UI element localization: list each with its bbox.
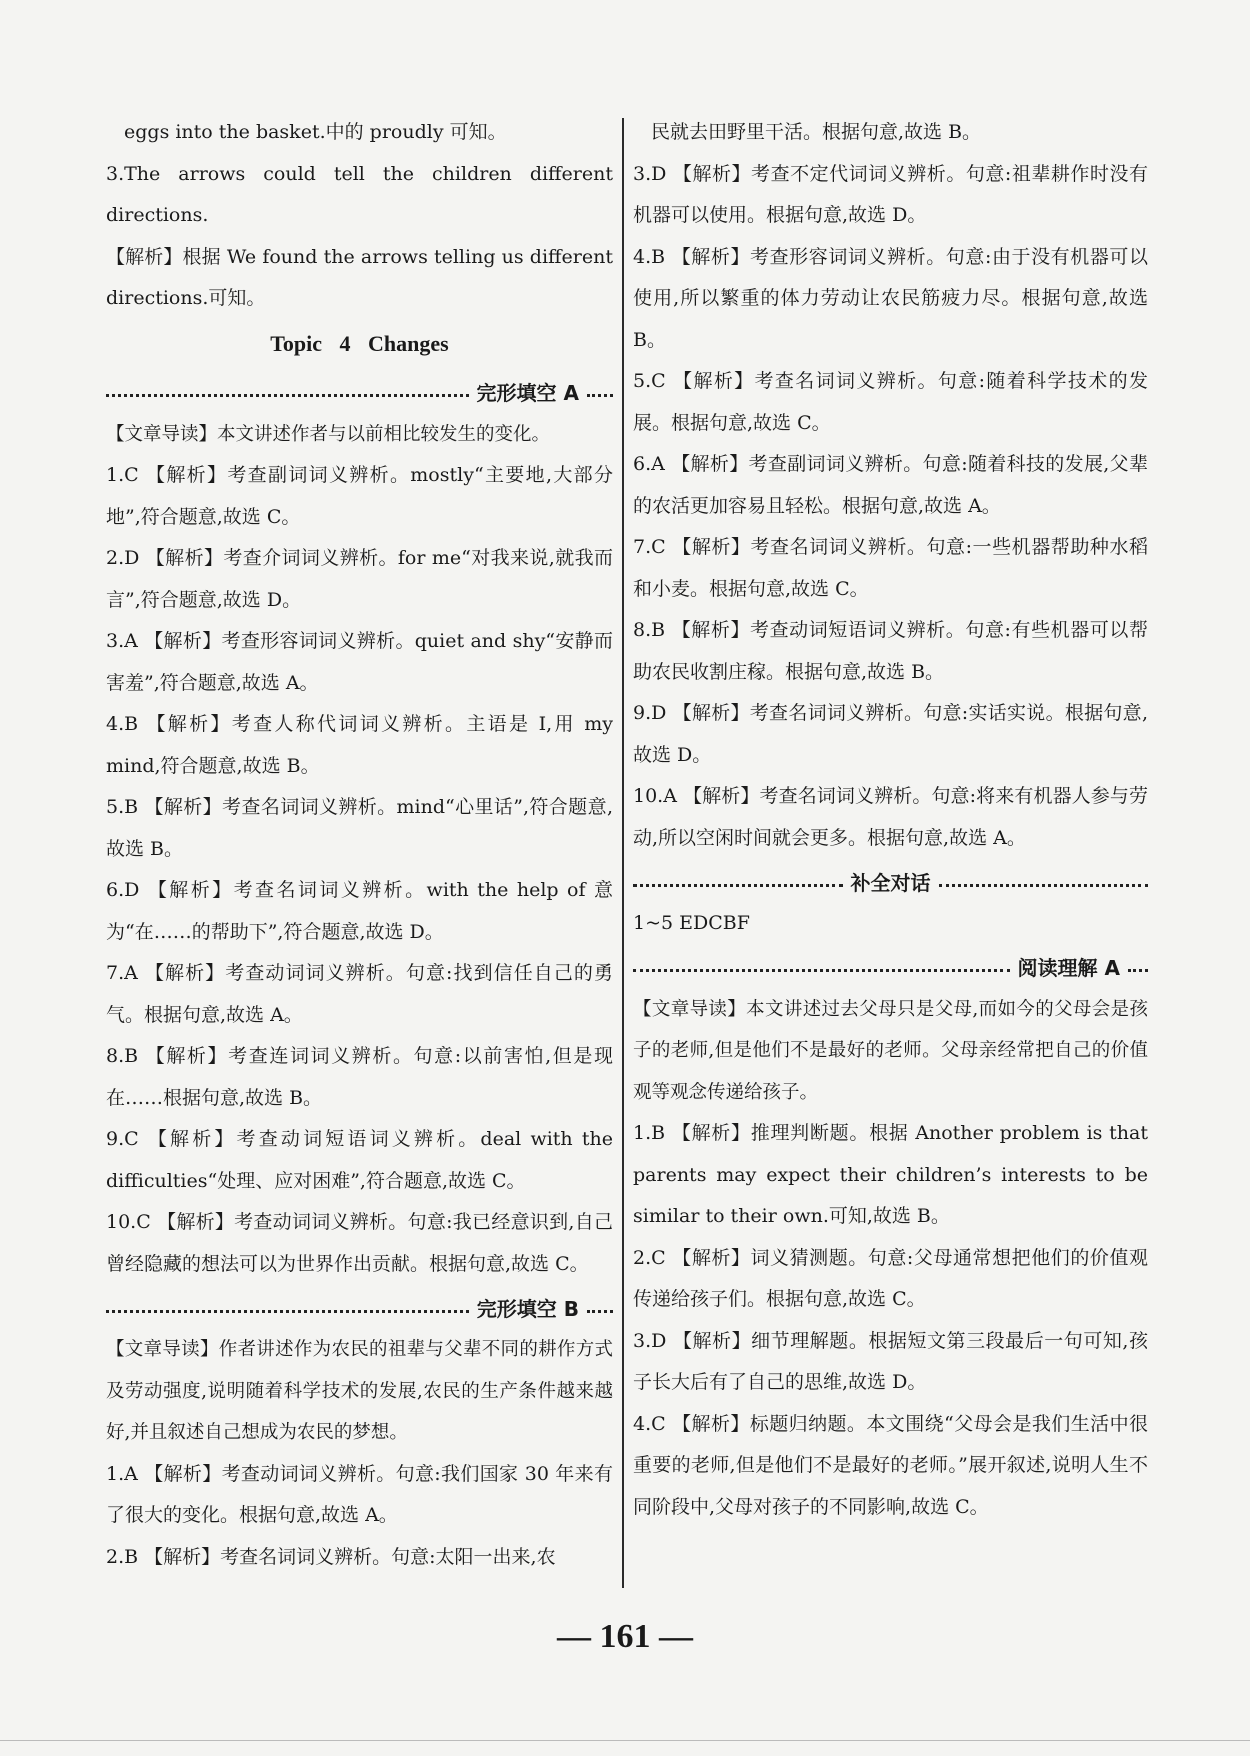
answer-text: eggs into the basket.中的 proudly 可知。 (124, 121, 507, 143)
section-header-cloze-a (106, 370, 613, 414)
answer-item: 4.B 【解析】考查形容词词义辨析。句意:由于没有机器可以使用,所以繁重的体力劳动让农民筋疲力尽。根据句意,故选 B。 (633, 245, 1148, 351)
dotted-rule (939, 884, 1149, 887)
dotted-rule (106, 394, 469, 397)
answer-item: 5.C 【解析】考查名词词义辨析。句意:随着科学技术的发展。根据句意,故选 C。 (633, 370, 1148, 434)
answer-item: 5.B 【解析】考查名词词义辨析。mind“心里话”,符合题意,故选 B。 (106, 796, 613, 860)
answer-item: 8.B 【解析】考查连词词义辨析。句意:以前害怕,但是现在……根据句意,故选 B。 (106, 1045, 613, 1109)
answer-item: 3.A 【解析】考查形容词词义辨析。quiet and shy“安静而害羞”,符合题意,故选 A。 (106, 630, 613, 694)
section-header-dialogue (633, 859, 1148, 903)
answer-item: 4.B 【解析】考查人称代词词义辨析。主语是 I,用 my mind,符合题意,故选 B。 (106, 713, 613, 777)
column-divider (622, 118, 624, 1588)
answer-item: 7.C 【解析】考查名词词义辨析。句意:一些机器帮助种水稻和小麦。根据句意,故选 C。 (633, 536, 1148, 600)
answer-item: 7.A 【解析】考查动词词义辨析。句意:找到信任自己的勇气。根据句意,故选 A。 (106, 962, 613, 1026)
article-intro: 【文章导读】本文讲述过去父母只是父母,而如今的父母会是孩子的老师,但是他们不是最好的老师。父母亲经常把自己的价值观等观念传递给孩子。 (633, 998, 1148, 1103)
page-number: — 161 — (557, 1618, 693, 1655)
answer-item: 2.C 【解析】词义猜测题。句意:父母通常想把他们的价值观传递给孩子们。根据句意,故选 C。 (633, 1246, 1148, 1310)
dotted-rule (633, 969, 1010, 972)
dotted-rule (106, 1310, 469, 1313)
answer-item: 3.D 【解析】考查不定代词词义辨析。句意:祖辈耕作时没有机器可以使用。根据句意,故选 D。 (633, 162, 1148, 226)
section-title: 补全对话 (850, 870, 931, 895)
answer-item: 4.C 【解析】标题归纳题。本文围绕“父母会是我们生活中很重要的老师,但是他们不是最好的老师。”展开叙述,说明人生不同阶段中,父母对孩子的不同影响,故选 C。 (633, 1412, 1148, 1518)
answer-item: 1.C 【解析】考查副词词义辨析。mostly“主要地,大部分地”,符合题意,故选 C。 (106, 464, 613, 528)
article-intro: 【文章导读】本文讲述作者与以前相比较发生的变化。 (106, 423, 551, 445)
dotted-rule (587, 394, 613, 397)
left-column (106, 112, 613, 1578)
answer-item: 1~5 EDCBF (633, 912, 750, 934)
answer-item: 1.B 【解析】推理判断题。根据 Another problem is that parents may expect their children’s interests to be similar to their own.可知,故选 B。 (633, 1122, 1148, 1227)
page-edge (0, 1740, 1250, 1741)
section-header-cloze-b (106, 1285, 613, 1329)
answer-text: 3.The arrows could tell the children different directions. (106, 162, 613, 226)
answer-item: 6.A 【解析】考查副词词义辨析。句意:随着科技的发展,父辈的农活更加容易且轻松。根据句意,故选 A。 (633, 453, 1148, 517)
dotted-rule (633, 884, 843, 887)
answer-item: 10.A 【解析】考查名词词义辨析。句意:将来有机器人参与劳动,所以空闲时间就会更多。根据句意,故选 A。 (633, 785, 1148, 849)
answer-item: 2.D 【解析】考查介词词义辨析。for me“对我来说,就我而言”,符合题意,故选 D。 (106, 547, 613, 611)
answer-item: 10.C 【解析】考查动词词义辨析。句意:我已经意识到,自己曾经隐藏的想法可以为世界作出贡献。根据句意,故选 C。 (106, 1211, 613, 1275)
dotted-rule (587, 1310, 613, 1313)
right-column (633, 112, 1148, 1528)
section-title: 阅读理解 A (1017, 956, 1120, 980)
dotted-rule (1128, 969, 1148, 972)
section-title: 完形填空 B (476, 1296, 579, 1321)
answer-text: 民就去田野里干活。根据句意,故选 B。 (651, 121, 982, 143)
section-title: 完形填空 A (476, 381, 579, 405)
answer-item: 2.B 【解析】考查名词词义辨析。句意:太阳一出来,农 (106, 1545, 556, 1568)
answer-item: 9.C 【解析】考查动词短语词义辨析。deal with the difficulties“处理、应对困难”,符合题意,故选 C。 (106, 1128, 613, 1192)
article-intro: 【文章导读】作者讲述作为农民的祖辈与父辈不同的耕作方式及劳动强度,说明随着科学技术的发展,农民的生产条件越来越好,并且叙述自己想成为农民的梦想。 (106, 1339, 613, 1443)
answer-text: 【解析】根据 We found the arrows telling us different directions.可知。 (106, 245, 613, 309)
answer-item: 6.D 【解析】考查名词词义辨析。with the help of 意为“在……的帮助下”,符合题意,故选 D。 (106, 879, 613, 943)
topic-heading: Topic 4 Changes (270, 330, 449, 356)
answer-item: 9.D 【解析】考查名词词义辨析。句意:实话实说。根据句意,故选 D。 (633, 702, 1148, 766)
section-header-reading-a (633, 945, 1148, 989)
answer-item: 1.A 【解析】考查动词词义辨析。句意:我们国家 30 年来有了很大的变化。根据句意,故选 A。 (106, 1462, 613, 1526)
answer-item: 8.B 【解析】考查动词短语词义辨析。句意:有些机器可以帮助农民收割庄稼。根据句意,故选 B。 (633, 619, 1148, 683)
answer-item: 3.D 【解析】细节理解题。根据短文第三段最后一句可知,孩子长大后有了自己的思维,故选 D。 (633, 1329, 1148, 1393)
